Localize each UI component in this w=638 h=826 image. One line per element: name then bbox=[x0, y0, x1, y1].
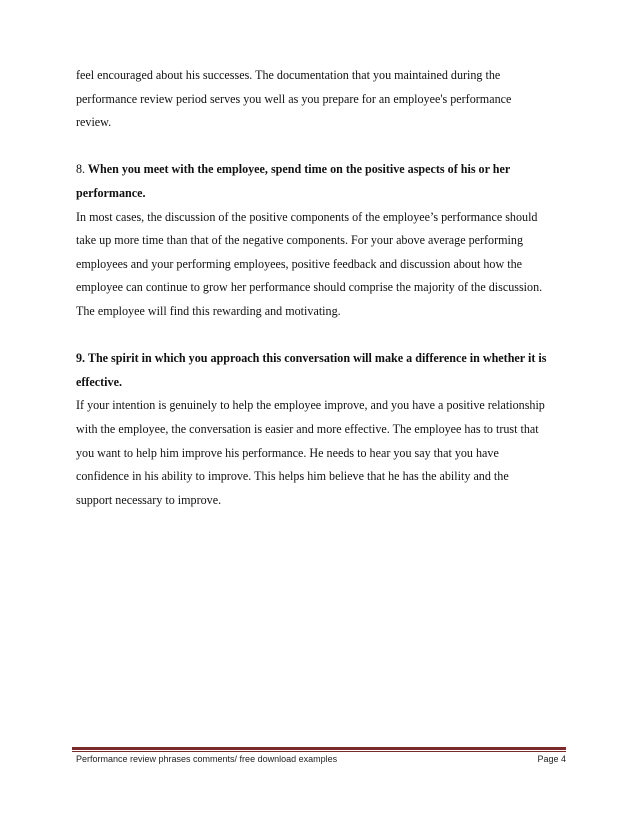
intro-line: performance review period serves you well as you prepare for an employee's performance bbox=[76, 91, 512, 106]
section-8-heading-cont: performance. bbox=[76, 185, 146, 200]
intro-line: feel encouraged about his successes. The documentation that you maintained during the bbox=[76, 68, 501, 82]
footer-divider-thin bbox=[72, 751, 566, 752]
page-body bbox=[76, 64, 566, 512]
section-9 bbox=[76, 347, 566, 512]
section-8-number: 8. bbox=[76, 162, 86, 177]
section-9-body-line: confidence in his ability to improve. This helps him believe that he has the ability and the bbox=[76, 469, 509, 484]
section-8-body-line: The employee will find this rewarding and motivating. bbox=[76, 303, 341, 318]
section-8-body-line: employees and your performing employees, positive feedback and discussion about how the bbox=[76, 256, 523, 271]
section-8-heading-text: When you meet with the employee, spend time on the positive aspects of his or her bbox=[85, 162, 511, 177]
intro-line: review. bbox=[76, 115, 112, 130]
section-8-body-line: In most cases, the discussion of the positive components of the employee’s performance should bbox=[76, 209, 538, 224]
footer-divider bbox=[72, 747, 566, 750]
section-9-body-line: you want to help him improve his performance. He needs to hear you say that you have bbox=[76, 445, 499, 460]
section-9-heading: 9. The spirit in which you approach this conversation will make a difference in whether it is bbox=[76, 351, 547, 366]
page-number: Page 4 bbox=[537, 754, 566, 764]
section-9-heading-cont: effective. bbox=[76, 374, 122, 389]
intro-paragraph bbox=[76, 64, 566, 135]
section-8-heading bbox=[76, 158, 566, 182]
section-8-body-line: employee can continue to grow her performance should comprise the majority of the discussion. bbox=[76, 280, 543, 295]
paragraph-spacer bbox=[76, 135, 566, 159]
section-9-body-line: support necessary to improve. bbox=[76, 492, 222, 507]
footer-title: Performance review phrases comments/ free download examples bbox=[76, 754, 338, 764]
section-8 bbox=[76, 158, 566, 323]
page-footer bbox=[76, 754, 566, 764]
section-9-body-line: with the employee, the conversation is easier and more effective. The employee has to trust that bbox=[76, 421, 539, 436]
section-8-body-line: take up more time than that of the negative components. For your above average performing bbox=[76, 233, 523, 248]
section-9-body-line: If your intention is genuinely to help the employee improve, and you have a positive relationship bbox=[76, 398, 545, 413]
paragraph-spacer bbox=[76, 324, 566, 348]
